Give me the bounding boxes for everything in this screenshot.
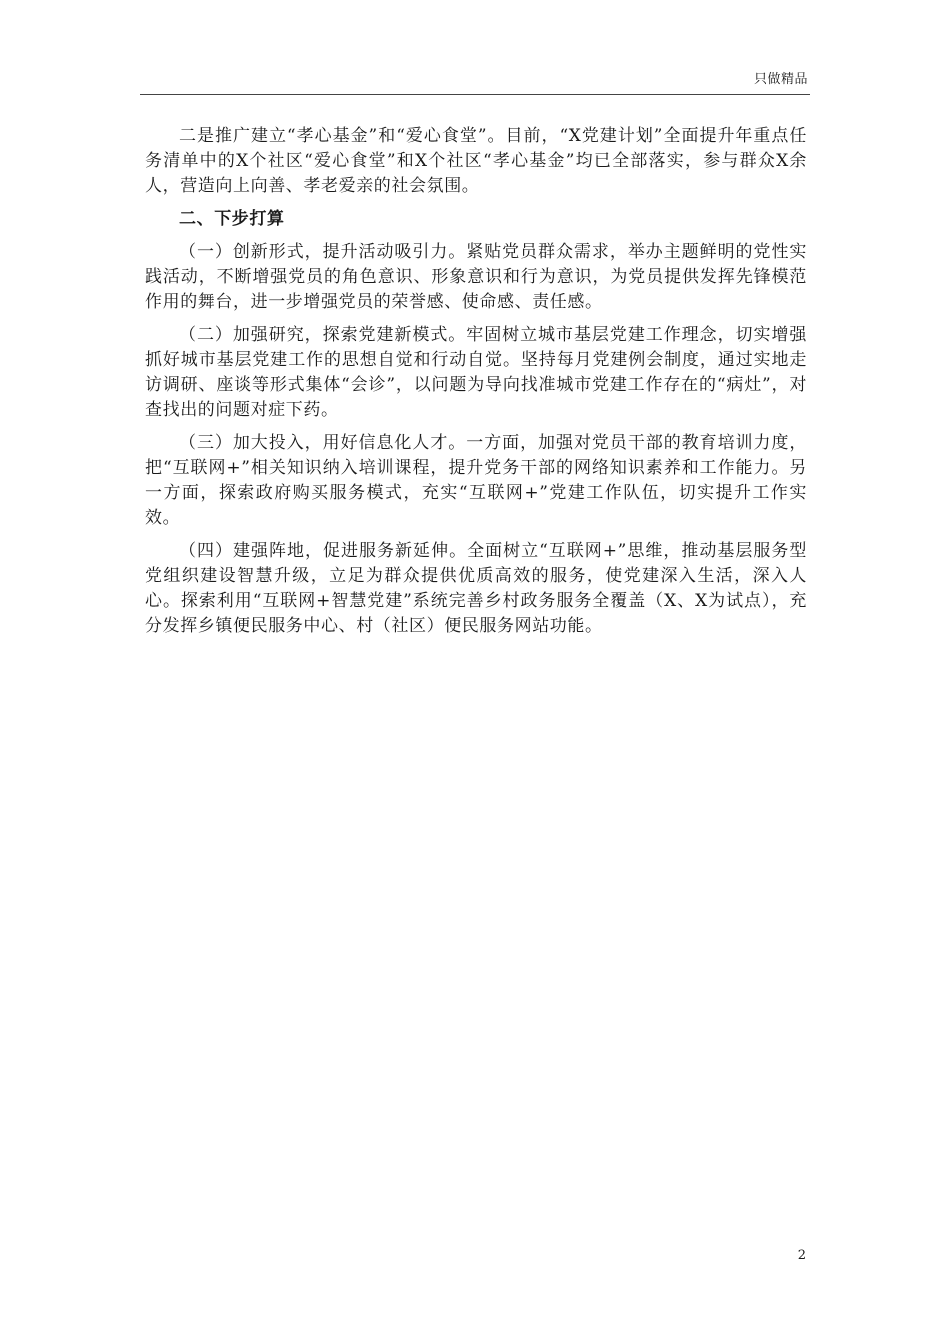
plan-item-4: （四）建强阵地，促进服务新延伸。全面树立“互联网+”思维，推动基层服务型党组织建设智慧升级，立足为群众提供优质高效的服务，使党建深入生活，深入人心。探索利用“互联网+智慧党建”系统完善乡村政务服务全覆盖（X、X为试点），充分发挥乡镇便民服务中心、村（社区）便民服务网站功能。: [145, 541, 807, 636]
document-body: [145, 124, 807, 647]
plan-item-3: （三）加大投入，用好信息化人才。一方面，加强对党员干部的教育培训力度，把“互联网+”相关知识纳入培训课程，提升党务干部的网络知识素养和工作能力。另一方面，探索政府购买服务模式，充实“互联网+”党建工作队伍，切实提升工作实效。: [145, 433, 807, 528]
plan-item-2: （二）加强研究，探索党建新模式。牢固树立城市基层党建工作理念，切实增强抓好城市基层党建工作的思想自觉和行动自觉。坚持每月党建例会制度，通过实地走访调研、座谈等形式集体“会诊”，以问题为导向找准城市党建工作存在的“病灶”，对查找出的问题对症下药。: [145, 325, 807, 420]
section-heading: 二、下步打算: [179, 209, 285, 229]
header-label: 只做精品: [753, 72, 808, 87]
intro-paragraph: 二是推广建立“孝心基金”和“爱心食堂”。目前，“X党建计划”全面提升年重点任务清单中的X个社区“爱心食堂”和X个社区“孝心基金”均已全部落实，参与群众X余人，营造向上向善、孝老爱亲的社会氛围。: [145, 126, 807, 196]
page-number: 2: [797, 1248, 806, 1263]
plan-item-1: （一）创新形式，提升活动吸引力。紧贴党员群众需求，举办主题鲜明的党性实践活动，不断增强党员的角色意识、形象意识和行为意识，为党员提供发挥先锋模范作用的舞台，进一步增强党员的荣誉感、使命感、责任感。: [145, 242, 807, 312]
header-divider: [140, 94, 810, 95]
